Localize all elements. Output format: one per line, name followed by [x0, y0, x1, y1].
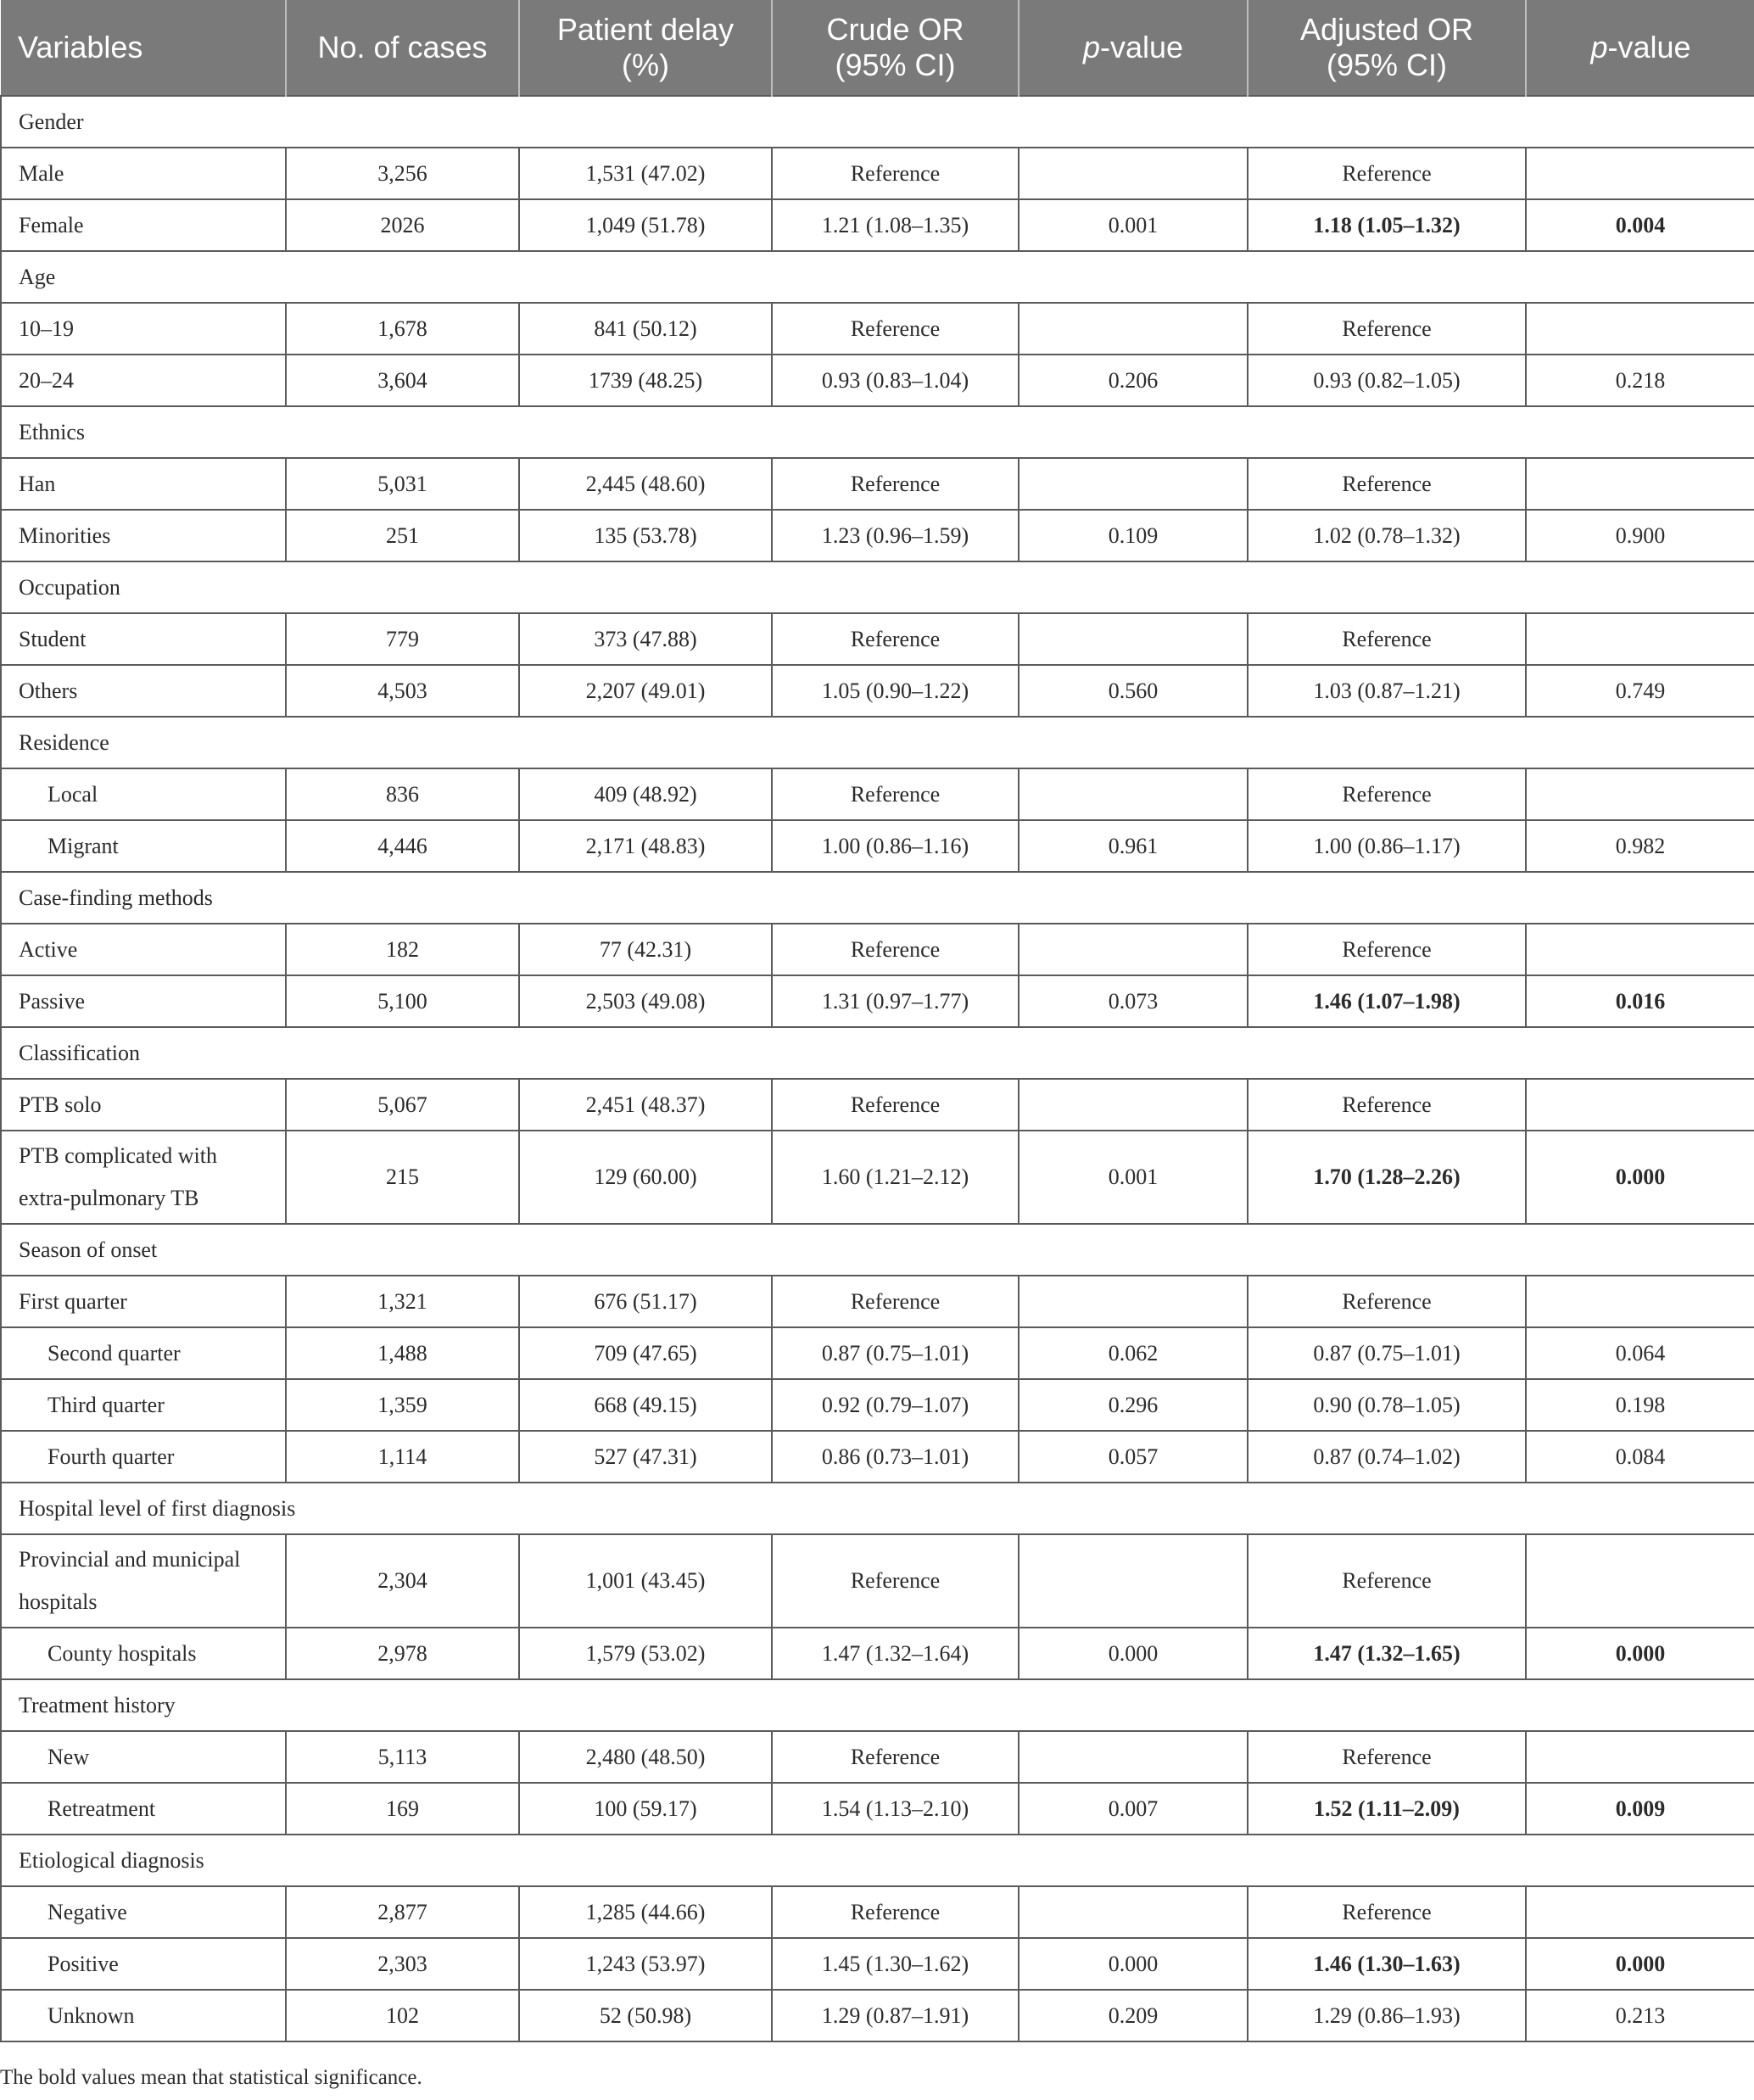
p-value-crude-cell: 0.209 [1019, 1990, 1248, 2041]
table-row [1, 975, 1754, 1027]
adjusted-or-cell: Reference [1248, 1079, 1526, 1131]
p-value-crude-cell [1019, 1079, 1248, 1131]
crude-or-cell: Reference [772, 924, 1019, 975]
p-value-adjusted-cell: 0.198 [1526, 1379, 1754, 1431]
table-row [1, 303, 1754, 355]
p-value-adjusted-cell: 0.000 [1526, 1131, 1754, 1224]
patient-delay-cell: 676 (51.17) [519, 1276, 772, 1327]
p-value-crude-cell [1019, 1731, 1248, 1783]
section-row [1, 251, 1754, 303]
table-row [1, 199, 1754, 251]
p-value-adjusted-cell [1526, 148, 1754, 199]
variable-label-line1: Provincial and municipal [19, 1547, 241, 1572]
table-row [1, 1990, 1754, 2041]
p-value-adjusted-cell [1526, 1534, 1754, 1628]
header-p-value-crude [1019, 0, 1248, 96]
section-row [1, 717, 1754, 768]
table-row [1, 1628, 1754, 1679]
section-row [1, 1483, 1754, 1534]
p-value-adjusted-cell: 0.749 [1526, 665, 1754, 717]
adjusted-or-cell: 1.46 (1.30–1.63) [1248, 1938, 1526, 1990]
p-value-crude-cell: 0.000 [1019, 1938, 1248, 1990]
crude-or-cell: Reference [772, 458, 1019, 510]
cases-cell: 1,321 [286, 1276, 519, 1327]
header-variables: Variables [1, 0, 286, 96]
patient-delay-cell: 668 (49.15) [519, 1379, 772, 1431]
table-row [1, 510, 1754, 561]
cases-cell: 5,067 [286, 1079, 519, 1131]
section-label: Occupation [1, 561, 1754, 613]
patient-delay-cell: 2,503 (49.08) [519, 975, 772, 1027]
cases-cell: 3,256 [286, 148, 519, 199]
variable-label: County hospitals [1, 1628, 286, 1679]
p-value-adjusted-cell [1526, 924, 1754, 975]
header-crude-or-line1: Crude OR [826, 12, 964, 47]
p-value-adjusted-cell: 0.084 [1526, 1431, 1754, 1483]
p-value-crude-cell: 0.001 [1019, 199, 1248, 251]
cases-cell: 4,446 [286, 820, 519, 872]
variable-label-line2: hospitals [19, 1589, 98, 1614]
table-row [1, 820, 1754, 872]
crude-or-cell: Reference [772, 1534, 1019, 1628]
p-value-crude-cell [1019, 768, 1248, 820]
adjusted-or-cell: 1.52 (1.11–2.09) [1248, 1783, 1526, 1835]
table-row [1, 1431, 1754, 1483]
adjusted-or-cell: 1.46 (1.07–1.98) [1248, 975, 1526, 1027]
variable-label: New [1, 1731, 286, 1783]
section-label: Age [1, 251, 1754, 303]
patient-delay-cell: 2,480 (48.50) [519, 1731, 772, 1783]
section-label: Etiological diagnosis [1, 1835, 1754, 1886]
patient-delay-cell: 841 (50.12) [519, 303, 772, 355]
table-row [1, 1079, 1754, 1131]
crude-or-cell: Reference [772, 1886, 1019, 1938]
table-row [1, 355, 1754, 406]
variable-label: 20–24 [1, 355, 286, 406]
adjusted-or-cell: Reference [1248, 613, 1526, 665]
variable-label: Others [1, 665, 286, 717]
p-value-adjusted-cell [1526, 458, 1754, 510]
patient-delay-cell: 77 (42.31) [519, 924, 772, 975]
header-cases: No. of cases [286, 0, 519, 96]
header-adjusted-or-line1: Adjusted OR [1299, 12, 1474, 47]
p-value-adjusted-cell: 0.016 [1526, 975, 1754, 1027]
header-patient-delay-line2: (%) [622, 47, 669, 82]
p-value-crude-cell: 0.073 [1019, 975, 1248, 1027]
variable-label: Male [1, 148, 286, 199]
cases-cell: 2,877 [286, 1886, 519, 1938]
p-value-crude-cell: 0.062 [1019, 1327, 1248, 1379]
variable-label: Retreatment [1, 1783, 286, 1835]
table-body [1, 96, 1754, 2041]
crude-or-cell: 1.45 (1.30–1.62) [772, 1938, 1019, 1990]
p-value-adjusted-cell: 0.982 [1526, 820, 1754, 872]
cases-cell: 2026 [286, 199, 519, 251]
section-row [1, 872, 1754, 924]
header-adjusted-or-line2: (95% CI) [1326, 47, 1448, 82]
variable-label: First quarter [1, 1276, 286, 1327]
section-label: Season of onset [1, 1224, 1754, 1276]
crude-or-cell: 1.05 (0.90–1.22) [772, 665, 1019, 717]
section-row [1, 96, 1754, 148]
crude-or-cell: 1.00 (0.86–1.16) [772, 820, 1019, 872]
footnote: The bold values mean that statistical significance. [0, 2066, 422, 2089]
p-value-crude-cell: 0.560 [1019, 665, 1248, 717]
p-value-adjusted-cell: 0.009 [1526, 1783, 1754, 1835]
cases-cell: 2,303 [286, 1938, 519, 1990]
patient-delay-cell: 709 (47.65) [519, 1327, 772, 1379]
table-row [1, 1731, 1754, 1783]
patient-delay-cell: 1,001 (43.45) [519, 1534, 772, 1628]
variable-label: Second quarter [1, 1327, 286, 1379]
p-value-adjusted-cell: 0.213 [1526, 1990, 1754, 2041]
patient-delay-cell: 1,243 (53.97) [519, 1938, 772, 1990]
header-crude-or-line2: (95% CI) [835, 47, 956, 82]
section-label: Gender [1, 96, 1754, 148]
variable-label: Third quarter [1, 1379, 286, 1431]
patient-delay-cell: 100 (59.17) [519, 1783, 772, 1835]
crude-or-cell: 0.93 (0.83–1.04) [772, 355, 1019, 406]
adjusted-or-cell: Reference [1248, 924, 1526, 975]
patient-delay-cell: 1,531 (47.02) [519, 148, 772, 199]
section-row [1, 1224, 1754, 1276]
cases-cell: 2,978 [286, 1628, 519, 1679]
cases-cell: 1,114 [286, 1431, 519, 1483]
adjusted-or-cell: 1.18 (1.05–1.32) [1248, 199, 1526, 251]
table-row [1, 1938, 1754, 1990]
table-row [1, 1276, 1754, 1327]
table-row [1, 1131, 1754, 1224]
crude-or-cell: Reference [772, 1276, 1019, 1327]
p-value-crude-cell [1019, 1886, 1248, 1938]
patient-delay-cell: 1,049 (51.78) [519, 199, 772, 251]
crude-or-cell: 1.54 (1.13–2.10) [772, 1783, 1019, 1835]
adjusted-or-cell: Reference [1248, 1276, 1526, 1327]
section-label: Ethnics [1, 406, 1754, 458]
variable-label: Negative [1, 1886, 286, 1938]
header-crude-or [772, 0, 1019, 96]
crude-or-cell: Reference [772, 1731, 1019, 1783]
p-value-crude-cell: 0.109 [1019, 510, 1248, 561]
header-p-value-adjusted-italic: p [1590, 30, 1608, 64]
crude-or-cell: 1.60 (1.21–2.12) [772, 1131, 1019, 1224]
crude-or-cell: 0.92 (0.79–1.07) [772, 1379, 1019, 1431]
table-row [1, 148, 1754, 199]
section-label: Hospital level of first diagnosis [1, 1483, 1754, 1534]
p-value-adjusted-cell: 0.000 [1526, 1628, 1754, 1679]
adjusted-or-cell: 1.03 (0.87–1.21) [1248, 665, 1526, 717]
section-row [1, 406, 1754, 458]
section-row [1, 1027, 1754, 1079]
patient-delay-cell: 373 (47.88) [519, 613, 772, 665]
patient-delay-cell: 2,445 (48.60) [519, 458, 772, 510]
header-p-value-adjusted-rest: -value [1607, 30, 1691, 64]
patient-delay-cell: 129 (60.00) [519, 1131, 772, 1224]
p-value-adjusted-cell: 0.000 [1526, 1938, 1754, 1990]
adjusted-or-cell: 0.93 (0.82–1.05) [1248, 355, 1526, 406]
cases-cell: 5,100 [286, 975, 519, 1027]
variable-label: Han [1, 458, 286, 510]
adjusted-or-cell: Reference [1248, 768, 1526, 820]
p-value-crude-cell: 0.296 [1019, 1379, 1248, 1431]
p-value-adjusted-cell [1526, 303, 1754, 355]
cases-cell: 5,113 [286, 1731, 519, 1783]
section-label: Residence [1, 717, 1754, 768]
p-value-crude-cell [1019, 924, 1248, 975]
p-value-adjusted-cell [1526, 1276, 1754, 1327]
cases-cell: 251 [286, 510, 519, 561]
p-value-crude-cell [1019, 1276, 1248, 1327]
p-value-adjusted-cell [1526, 1886, 1754, 1938]
adjusted-or-cell: Reference [1248, 148, 1526, 199]
p-value-adjusted-cell [1526, 613, 1754, 665]
table-row [1, 458, 1754, 510]
variable-label: 10–19 [1, 303, 286, 355]
variable-label: Unknown [1, 1990, 286, 2041]
adjusted-or-cell: Reference [1248, 1534, 1526, 1628]
table-row [1, 924, 1754, 975]
p-value-crude-cell [1019, 303, 1248, 355]
patient-delay-cell: 527 (47.31) [519, 1431, 772, 1483]
section-label: Case-finding methods [1, 872, 1754, 924]
p-value-crude-cell: 0.001 [1019, 1131, 1248, 1224]
section-row [1, 1835, 1754, 1886]
p-value-adjusted-cell: 0.218 [1526, 355, 1754, 406]
variable-label: Female [1, 199, 286, 251]
table-row [1, 1886, 1754, 1938]
patient-delay-cell: 1739 (48.25) [519, 355, 772, 406]
table-row [1, 1327, 1754, 1379]
crude-or-cell: Reference [772, 303, 1019, 355]
table-header [1, 0, 1754, 96]
p-value-crude-cell [1019, 1534, 1248, 1628]
header-adjusted-or [1248, 0, 1526, 96]
patient-delay-cell: 1,579 (53.02) [519, 1628, 772, 1679]
p-value-crude-cell: 0.007 [1019, 1783, 1248, 1835]
adjusted-or-cell: Reference [1248, 1886, 1526, 1938]
adjusted-or-cell: 1.70 (1.28–2.26) [1248, 1131, 1526, 1224]
section-label: Treatment history [1, 1679, 1754, 1731]
variable-label: Student [1, 613, 286, 665]
cases-cell: 169 [286, 1783, 519, 1835]
variable-label: Positive [1, 1938, 286, 1990]
variable-label: Active [1, 924, 286, 975]
cases-cell: 1,488 [286, 1327, 519, 1379]
variable-label-line2: extra-pulmonary TB [19, 1186, 199, 1210]
patient-delay-cell: 135 (53.78) [519, 510, 772, 561]
p-value-crude-cell [1019, 458, 1248, 510]
header-p-value-adjusted [1526, 0, 1754, 96]
table-row [1, 1534, 1754, 1628]
p-value-adjusted-cell [1526, 1079, 1754, 1131]
adjusted-or-cell: 1.02 (0.78–1.32) [1248, 510, 1526, 561]
p-value-crude-cell [1019, 148, 1248, 199]
variable-label: Passive [1, 975, 286, 1027]
adjusted-or-cell: 1.47 (1.32–1.65) [1248, 1628, 1526, 1679]
crude-or-cell: 1.31 (0.97–1.77) [772, 975, 1019, 1027]
cases-cell: 1,359 [286, 1379, 519, 1431]
cases-cell: 1,678 [286, 303, 519, 355]
crude-or-cell: 0.87 (0.75–1.01) [772, 1327, 1019, 1379]
adjusted-or-cell: 1.29 (0.86–1.93) [1248, 1990, 1526, 2041]
cases-cell: 2,304 [286, 1534, 519, 1628]
variable-label: Migrant [1, 820, 286, 872]
crude-or-cell: Reference [772, 148, 1019, 199]
p-value-adjusted-cell: 0.900 [1526, 510, 1754, 561]
patient-delay-cell: 2,207 (49.01) [519, 665, 772, 717]
crude-or-cell: 1.23 (0.96–1.59) [772, 510, 1019, 561]
cases-cell: 836 [286, 768, 519, 820]
patient-delay-cell: 2,451 (48.37) [519, 1079, 772, 1131]
adjusted-or-cell: Reference [1248, 303, 1526, 355]
section-row [1, 1679, 1754, 1731]
section-label: Classification [1, 1027, 1754, 1079]
crude-or-cell: 0.86 (0.73–1.01) [772, 1431, 1019, 1483]
header-patient-delay-line1: Patient delay [556, 12, 735, 47]
cases-cell: 215 [286, 1131, 519, 1224]
crude-or-cell: 1.21 (1.08–1.35) [772, 199, 1019, 251]
adjusted-or-cell: Reference [1248, 458, 1526, 510]
crude-or-cell: Reference [772, 1079, 1019, 1131]
p-value-adjusted-cell: 0.064 [1526, 1327, 1754, 1379]
table-row [1, 613, 1754, 665]
patient-delay-cell: 52 (50.98) [519, 1990, 772, 2041]
p-value-crude-cell: 0.206 [1019, 355, 1248, 406]
crude-or-cell: Reference [772, 613, 1019, 665]
variable-label: Fourth quarter [1, 1431, 286, 1483]
adjusted-or-cell: 0.90 (0.78–1.05) [1248, 1379, 1526, 1431]
adjusted-or-cell: Reference [1248, 1731, 1526, 1783]
table-row [1, 768, 1754, 820]
header-p-value-crude-rest: -value [1099, 30, 1184, 64]
p-value-crude-cell: 0.961 [1019, 820, 1248, 872]
adjusted-or-cell: 0.87 (0.75–1.01) [1248, 1327, 1526, 1379]
crude-or-cell: 1.47 (1.32–1.64) [772, 1628, 1019, 1679]
cases-cell: 182 [286, 924, 519, 975]
p-value-adjusted-cell: 0.004 [1526, 199, 1754, 251]
p-value-adjusted-cell [1526, 1731, 1754, 1783]
variable-label: PTB solo [1, 1079, 286, 1131]
p-value-crude-cell: 0.057 [1019, 1431, 1248, 1483]
adjusted-or-cell: 0.87 (0.74–1.02) [1248, 1431, 1526, 1483]
patient-delay-cell: 1,285 (44.66) [519, 1886, 772, 1938]
header-p-value-crude-italic: p [1082, 30, 1100, 64]
cases-cell: 102 [286, 1990, 519, 2041]
cases-cell: 779 [286, 613, 519, 665]
crude-or-cell: 1.29 (0.87–1.91) [772, 1990, 1019, 2041]
table-row [1, 1379, 1754, 1431]
variable-label-line1: PTB complicated with [19, 1143, 217, 1168]
variable-label [1, 1131, 286, 1224]
p-value-crude-cell [1019, 613, 1248, 665]
cases-cell: 3,604 [286, 355, 519, 406]
p-value-crude-cell: 0.000 [1019, 1628, 1248, 1679]
section-row [1, 561, 1754, 613]
variable-label: Minorities [1, 510, 286, 561]
adjusted-or-cell: 1.00 (0.86–1.17) [1248, 820, 1526, 872]
crude-or-cell: Reference [772, 768, 1019, 820]
table-row [1, 665, 1754, 717]
patient-delay-cell: 409 (48.92) [519, 768, 772, 820]
variable-label [1, 1534, 286, 1628]
header-patient-delay [519, 0, 772, 96]
cases-cell: 5,031 [286, 458, 519, 510]
cases-cell: 4,503 [286, 665, 519, 717]
variable-label: Local [1, 768, 286, 820]
patient-delay-cell: 2,171 (48.83) [519, 820, 772, 872]
table-row [1, 1783, 1754, 1835]
p-value-adjusted-cell [1526, 768, 1754, 820]
